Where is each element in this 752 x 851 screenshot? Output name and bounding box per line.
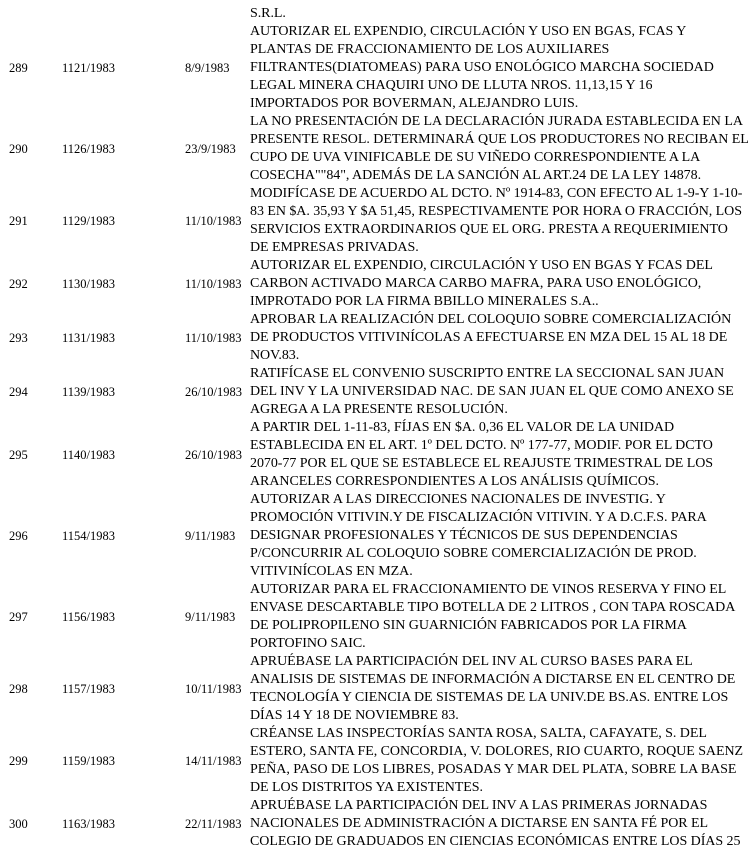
expedient-number: 1140/1983 [62,448,116,462]
description-line: AUTORIZAR A LAS DIRECCIONES NACIONALES DE INVESTIG. Y [250,492,666,507]
resolution-date: 11/10/1983 [185,214,242,228]
resolution-number: 300 [9,817,28,831]
description-line: CUPO DE UVA VINIFICABLE DE SU VIÑEDO CORRESPONDIENTE A LA [250,150,701,165]
description-line: DÍAS 14 Y 18 DE NOVIEMBRE 83. [250,708,459,723]
description-line: ARANCELES CORRESPONDIENTES A LOS ANÁLISIS QUÍMICOS. [250,474,659,489]
description-line: NACIONALES DE ADMINISTRACIÓN A DICTARSE EN SANTA FÉ POR EL [250,816,709,831]
expedient-number: 1156/1983 [62,610,116,624]
resolution-number: 297 [9,610,28,624]
description-line: 2070-77 POR EL QUE SE ESTABLECE EL REAJUSTE TRIMESTRAL DE LOS [250,456,714,471]
resolution-number: 295 [9,448,28,462]
description-line: DEL INV Y LA UNIVERSIDAD NAC. DE SAN JUAN EL QUE COMO ANEXO SE [250,384,734,399]
description-line: COLEGIO DE GRADUADOS EN CIENCIAS ECONÓMICAS ENTRE LOS DÍAS 25 [250,834,741,849]
resolution-number: 290 [9,142,28,156]
expedient-number: 1121/1983 [62,61,116,75]
resolution-number: 294 [9,385,28,399]
description-line: DE EMPRESAS PRIVADAS. [250,240,419,255]
description-line: ENVASE DESCARTABLE TIPO BOTELLA DE 2 LITROS , CON TAPA ROSCADA [250,600,736,615]
description-line: NOV.83. [250,348,300,363]
description-line: MODIFÍCASE DE ACUERDO AL DCTO. Nº 1914-83, CON EFECTO AL 1-9-Y 1-10- [250,186,743,201]
expedient-number: 1129/1983 [62,214,116,228]
description-line: DE POLIPROPILENO SIN GUARNICIÓN FABRICADOS POR LA FIRMA [250,618,687,633]
description-line: PRESENTE RESOL. DETERMINARÁ QUE LOS PRODUCTORES NO RECIBAN EL [250,132,749,147]
expedient-number: 1130/1983 [62,277,116,291]
description-line: RATIFÍCASE EL CONVENIO SUSCRIPTO ENTRE LA SECCIONAL SAN JUAN [250,366,725,381]
expedient-number: 1131/1983 [62,331,116,345]
resolution-date: 23/9/1983 [185,142,236,156]
description-line: S.R.L. [250,6,286,21]
resolution-number: 298 [9,682,28,696]
description-line: ESTERO, SANTA FE, CONCORDIA, V. DOLORES, RIO CUARTO, ROQUE SAENZ [250,744,744,759]
resolution-date: 26/10/1983 [185,448,242,462]
expedient-number: 1163/1983 [62,817,116,831]
resolution-number: 296 [9,529,28,543]
resolution-date: 14/11/1983 [185,754,242,768]
resolution-number: 291 [9,214,28,228]
description-line: AUTORIZAR EL EXPENDIO, CIRCULACIÓN Y USO EN BGAS Y FCAS DEL [250,258,713,273]
resolution-number: 289 [9,61,28,75]
description-line: AGREGA A LA PRESENTE RESOLUCIÓN. [250,402,508,417]
description-line: P/CONCURRIR AL COLOQUIO SOBRE COMERCIALIZACIÓN DE PROD. [250,546,697,561]
description-line: 83 EN $A. 35,93 Y $A 51,45, RESPECTIVAMENTE POR HORA O FRACCIÓN, LOS [250,204,742,219]
description-line: COSECHA""84", ADEMÁS DE LA SANCIÓN AL ART.24 DE LA LEY 14878. [250,168,702,183]
resolution-date: 11/10/1983 [185,277,242,291]
resolution-number: 299 [9,754,28,768]
description-line: PROMOCIÓN VITIVIN.Y DE FISCALIZACIÓN VITIVIN. Y A D.C.F.S. PARA [250,510,707,525]
description-line: LEGAL MINERA CHAQUIRI UNO DE LLUTA NROS. 11,13,15 Y 16 [250,78,653,93]
resolution-date: 9/11/1983 [185,529,236,543]
description-line: PEÑA, PASO DE LOS LIBRES, POSADAS Y MAR DEL PLATA, SOBRE LA BASE [250,762,737,777]
description-line: VITIVINÍCOLAS EN MZA. [250,564,413,579]
description-line: AUTORIZAR EL EXPENDIO, CIRCULACIÓN Y USO EN BGAS, FCAS Y [250,24,687,39]
description-line: DESIGNAR PROFESIONALES Y TÉCNICOS DE SUS DEPENDENCIAS [250,528,678,543]
description-line: IMPORTADOS POR BOVERMAN, ALEJANDRO LUIS. [250,96,579,111]
description-line: CRÉANSE LAS INSPECTORÍAS SANTA ROSA, SALTA, CAFAYATE, S. DEL [250,726,707,741]
resolution-date: 26/10/1983 [185,385,242,399]
description-line: SERVICIOS EXTRAORDINARIOS QUE EL ORG. PRESTA A REQUERIMIENTO [250,222,728,237]
description-line: DE LOS DISTRITOS YA EXISTENTES. [250,780,483,795]
resolution-date: 8/9/1983 [185,61,230,75]
description-line: APRUÉBASE LA PARTICIPACIÓN DEL INV AL CURSO BASES PARA EL [250,654,693,669]
description-line: PLANTAS DE FRACCIONAMIENTO DE LOS AUXILIARES [250,42,610,57]
expedient-number: 1159/1983 [62,754,116,768]
description-line: PORTOFINO SAIC. [250,636,366,651]
description-line: ESTABLECIDA EN EL ART. 1º DEL DCTO. Nº 177-77, MODIF. POR EL DCTO [250,438,713,453]
description-line: DE PRODUCTOS VITIVINÍCOLAS A EFECTUARSE EN MZA DEL 15 AL 18 DE [250,330,728,345]
resolution-date: 9/11/1983 [185,610,236,624]
resolution-number: 293 [9,331,28,345]
resolution-date: 11/10/1983 [185,331,242,345]
description-line: IMPROTADO POR LA FIRMA BBILLO MINERALES S.A.. [250,294,599,309]
description-line: FILTRANTES(DIATOMEAS) PARA USO ENOLÓGICO MARCHA SOCIEDAD [250,60,714,75]
expedient-number: 1126/1983 [62,142,116,156]
resolution-date: 10/11/1983 [185,682,242,696]
description-line: A PARTIR DEL 1-11-83, FÍJAS EN $A. 0,36 EL VALOR DE LA UNIDAD [250,420,675,435]
resolution-date: 22/11/1983 [185,817,242,831]
description-line: APRUÉBASE LA PARTICIPACIÓN DEL INV A LAS PRIMERAS JORNADAS [250,798,708,813]
expedient-number: 1154/1983 [62,529,116,543]
resolution-number: 292 [9,277,28,291]
description-line: TECNOLOGÍA Y CIENCIA DE SISTEMAS DE LA UNIV.DE BS.AS. ENTRE LOS [250,690,729,705]
description-line: AUTORIZAR PARA EL FRACCIONAMIENTO DE VINOS RESERVA Y FINO EL [250,582,727,597]
description-line: APROBAR LA REALIZACIÓN DEL COLOQUIO SOBRE COMERCIALIZACIÓN [250,312,732,327]
description-line: LA NO PRESENTACIÓN DE LA DECLARACIÓN JURADA ESTABLECIDA EN LA [250,114,743,129]
expedient-number: 1157/1983 [62,682,116,696]
expedient-number: 1139/1983 [62,385,116,399]
description-line: ANALISIS DE SISTEMAS DE INFORMACIÓN A DICTARSE EN EL CENTRO DE [250,672,736,687]
description-line: CARBON ACTIVADO MARCA CARBO MAFRA, PARA USO ENOLÓGICO, [250,276,702,291]
